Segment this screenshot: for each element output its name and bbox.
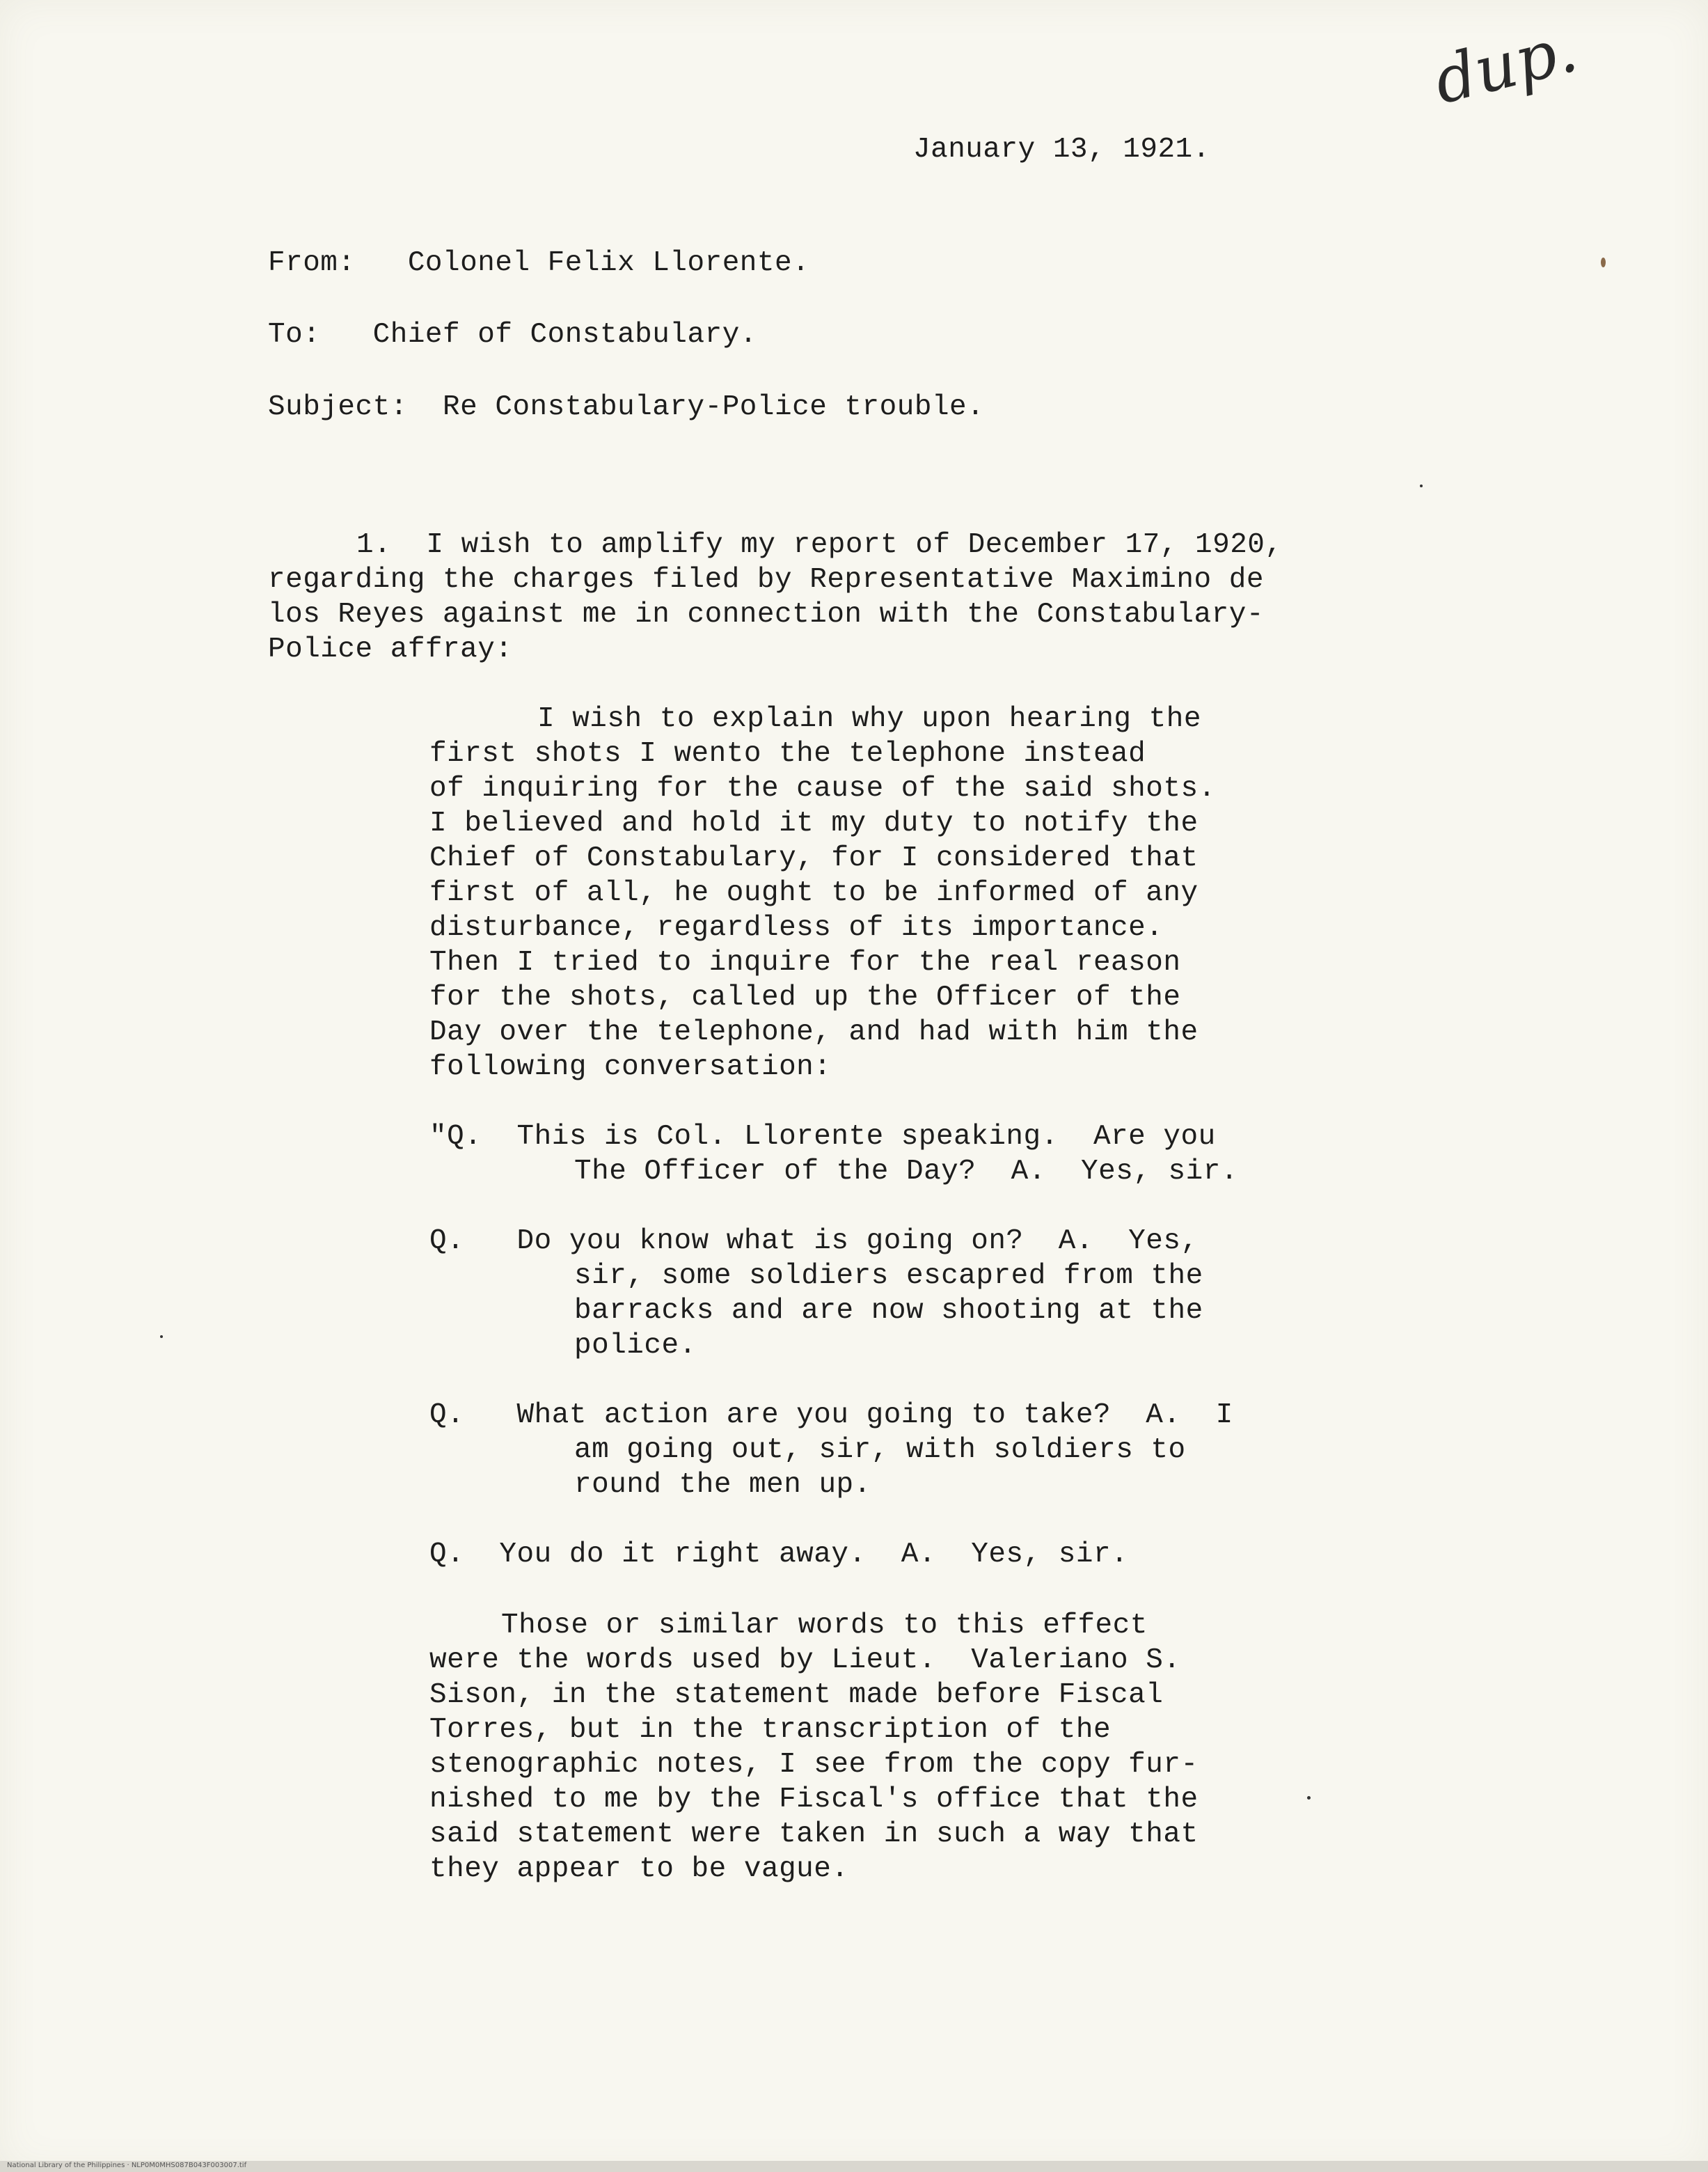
paragraph-line: Day over the telephone, and had with him the — [429, 1016, 1199, 1048]
handwritten-annotation: dup. — [1427, 11, 1585, 119]
qa-line: police. — [574, 1330, 697, 1362]
qa-line: am going out, sir, with soldiers to — [574, 1434, 1186, 1466]
qa-line: Q. You do it right away. A. Yes, sir. — [429, 1538, 1129, 1571]
from-line: From: Colonel Felix Llorente. — [268, 247, 810, 279]
paragraph-line: 1. I wish to amplify my report of December 17, 1920, — [356, 529, 1283, 561]
qa-line: round the men up. — [574, 1469, 871, 1501]
to-line: To: Chief of Constabulary. — [268, 319, 757, 351]
scan-footer-bar — [0, 2161, 1708, 2172]
paragraph-line: Chief of Constabulary, for I considered that — [429, 842, 1199, 874]
paragraph-line: stenographic notes, I see from the copy fur- — [429, 1749, 1199, 1781]
letter-date: January 13, 1921. — [913, 134, 1210, 166]
paragraph-line: for the shots, called up the Officer of the — [429, 982, 1181, 1014]
paper-speck — [1420, 485, 1423, 487]
paragraph-line: they appear to be vague. — [429, 1853, 849, 1885]
qa-line: sir, some soldiers escapred from the — [574, 1260, 1203, 1292]
paragraph-line: first shots I wento the telephone instead — [429, 738, 1146, 770]
paragraph-line: Then I tried to inquire for the real reason — [429, 947, 1181, 979]
qa-line: Q. Do you know what is going on? A. Yes, — [429, 1225, 1199, 1257]
qa-line: The Officer of the Day? A. Yes, sir. — [574, 1156, 1238, 1188]
paragraph-line: regarding the charges filed by Representative Maximino de — [268, 564, 1264, 596]
paper-speck — [1601, 258, 1606, 267]
paragraph-line: Torres, but in the transcription of the — [429, 1714, 1112, 1746]
paper-speck — [1307, 1796, 1311, 1800]
qa-line: barracks and are now shooting at the — [574, 1295, 1203, 1327]
qa-line: "Q. This is Col. Llorente speaking. Are you — [429, 1121, 1216, 1153]
paragraph-line: I wish to explain why upon hearing the — [537, 703, 1201, 735]
paragraph-line: nished to me by the Fiscal's office that the — [429, 1784, 1199, 1816]
paragraph-line: first of all, he ought to be informed of any — [429, 877, 1199, 909]
paragraph-line: following conversation: — [429, 1051, 832, 1083]
paragraph-line: Those or similar words to this effect — [501, 1610, 1148, 1642]
paragraph-line: disturbance, regardless of its importance. — [429, 912, 1164, 944]
qa-line: Q. What action are you going to take? A. I — [429, 1399, 1233, 1431]
paragraph-line: Police affray: — [268, 634, 513, 666]
paragraph-line: Sison, in the statement made before Fiscal — [429, 1679, 1164, 1711]
subject-line: Subject: Re Constabulary-Police trouble. — [268, 391, 985, 423]
paragraph-line: of inquiring for the cause of the said shots. — [429, 773, 1216, 805]
paragraph-line: said statement were taken in such a way that — [429, 1818, 1199, 1850]
scan-footer-text: National Library of the Philippines · NLP0M0MHS087B043F003007.tif — [7, 2162, 247, 2169]
paragraph-line: I believed and hold it my duty to notify the — [429, 808, 1199, 840]
paper-speck — [160, 1335, 163, 1338]
paragraph-line: los Reyes against me in connection with the Constabulary- — [268, 599, 1264, 631]
paragraph-line: were the words used by Lieut. Valeriano S. — [429, 1644, 1181, 1676]
